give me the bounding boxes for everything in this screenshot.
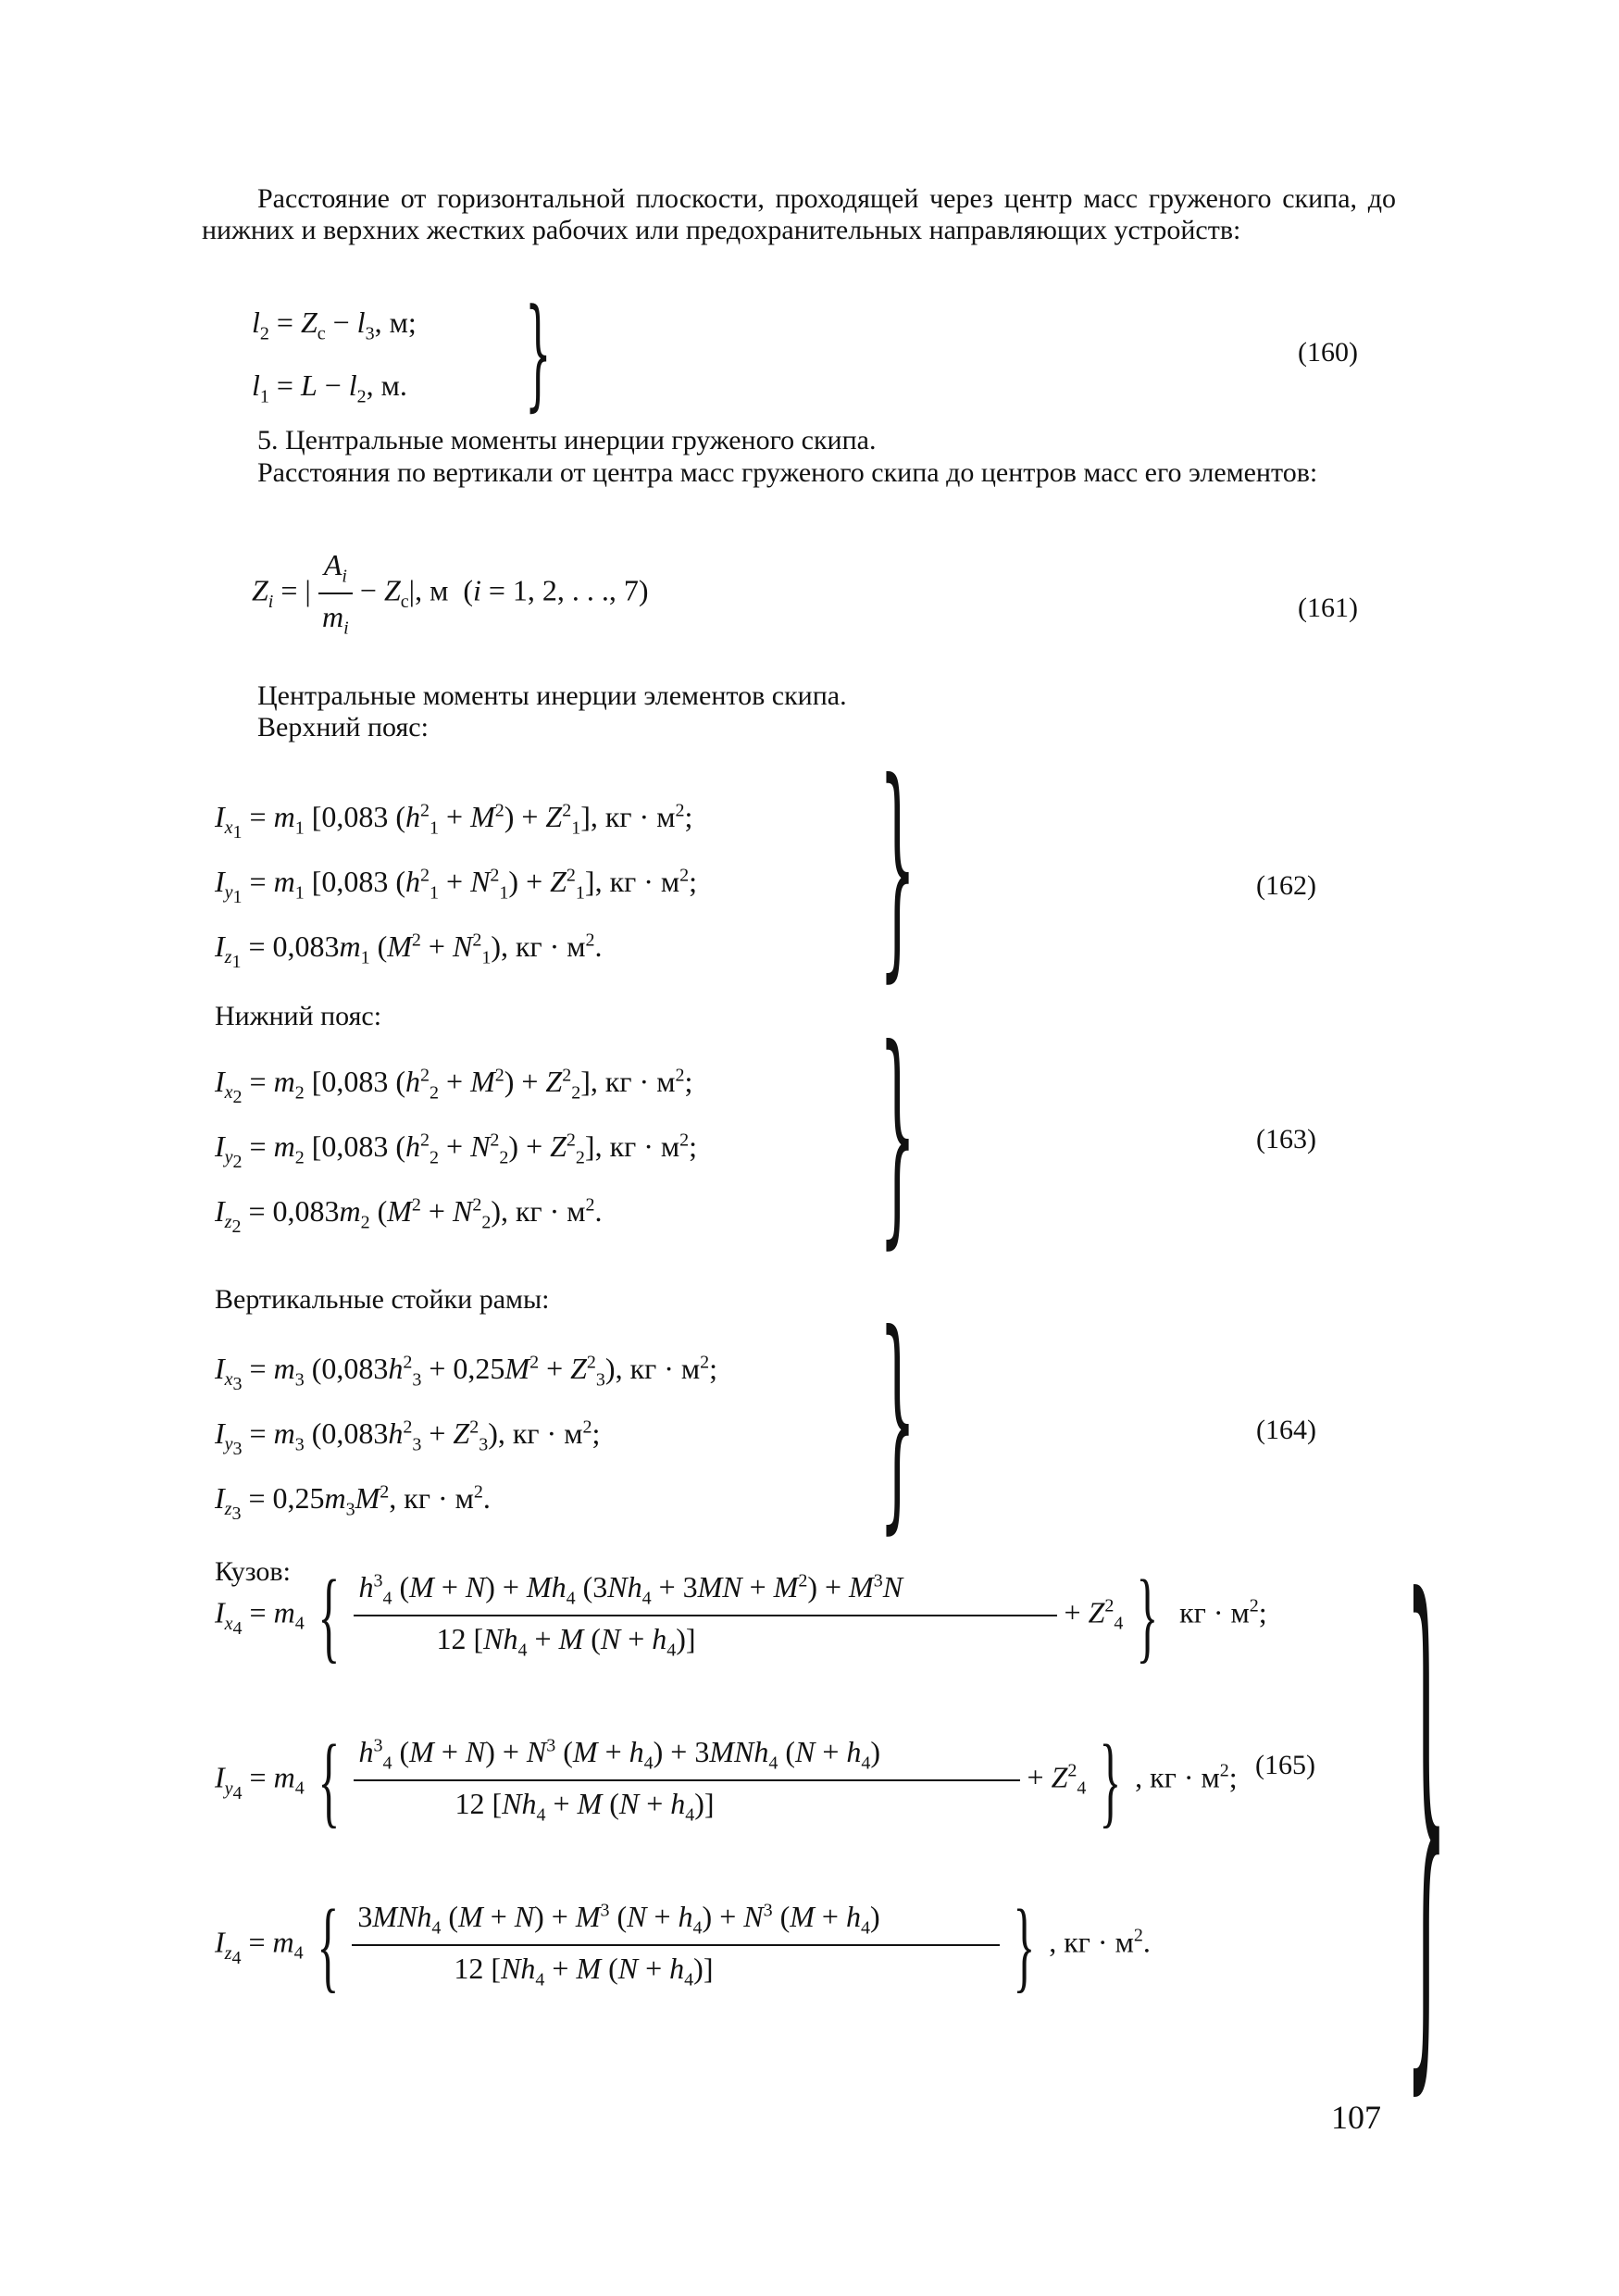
equation-number-160: (160) xyxy=(1298,337,1358,368)
equation-number-162: (162) xyxy=(1256,870,1316,901)
label-body: Кузов: xyxy=(215,1556,291,1587)
equation-162-line3: $I_{z_1} = 0,083m_1$ $(M^2 + N^2_1)$, кг · $м^2$. xyxy=(215,930,603,973)
equation-163-line3: $I_{z_2} = 0,083m_2$ $(M^2 + N^2_2)$, кг · $м^2$. xyxy=(215,1194,603,1238)
label-bottom-belt: Нижний пояс: xyxy=(215,1001,382,1031)
equation-number-163: (163) xyxy=(1256,1124,1316,1154)
fraction: $\frac{A_i}{m_i}$ xyxy=(318,548,353,640)
equation-165-line3: $I_{z_4} = m_4$ { $\frac{3MNh_4 (M + N) + M^3 (N + h_4) + N^3 (M + h_4)}{12 [Nh_4 + M (N + h_4)]}$ } , кг · $м^2$. xyxy=(215,1889,1151,2002)
equation-number-165: (165) xyxy=(1255,1750,1315,1780)
left-curly: { xyxy=(317,1889,339,2002)
equation-165-line1: $I_{x_4} = m_4$ { $\frac{h^3_4 (M + N) + Mh_4 (3Nh_4 + 3MN + M^2) + M^3N}{12 [Nh_4 + M (N + h_4)]}$ + $Z^2_4$ } кг · $м^2$; xyxy=(215,1559,1267,1672)
equation-162-line2: $I_{y_1} = m_1$ [0,083 $(h^2_1 + N^2_1) + Z^2_1$], кг · $м^2$; xyxy=(215,865,698,908)
right-curly: } xyxy=(1136,1559,1159,1672)
paragraph-central-moments: Центральные моменты инерции элементов скипа. xyxy=(257,680,847,711)
equation-160-line1: $l_2 = Z_c - l_3$, м; xyxy=(252,306,417,344)
label-frame-posts: Вертикальные стойки рамы: xyxy=(215,1284,550,1315)
equation-161: $Z_i$ = | $\frac{A_i}{m_i}$ − $Z_c|$, м (i = 1, 2, . . ., 7) xyxy=(252,548,649,639)
right-brace-160: } xyxy=(524,282,552,423)
fraction: $\frac{h^3_4 (M + N) + Mh_4 (3Nh_4 + 3MN + M^2) + M^3N}{12 [Nh_4 + M (N + h_4)]}$ xyxy=(354,1570,1057,1662)
fraction: $\frac{3MNh_4 (M + N) + M^3 (N + h_4) + N^3 (M + h_4)}{12 [Nh_4 + M (N + h_4)]}$ xyxy=(352,1900,1000,1991)
left-curly: { xyxy=(318,1724,340,1837)
equation-160-line2: $l_1 = L - l_2$, м. xyxy=(252,368,407,407)
equation-163-line2: $I_{y_2} = m_2$ [0,083 $(h^2_2 + N^2_2) + Z^2_2$], кг · $м^2$; xyxy=(215,1129,698,1173)
equation-162-line1: $I_{x_1} = m_1$ [0,083 $(h^2_1 + M^2) + Z^2_1$], кг · $м^2$; xyxy=(215,800,693,843)
fraction: $\frac{h^3_4 (M + N) + N^3 (M + h_4) + 3MNh_4 (N + h_4)}{12 [Nh_4 + M (N + h_4)]}$ xyxy=(354,1735,1020,1827)
equation-number-164: (164) xyxy=(1256,1415,1316,1445)
left-curly: { xyxy=(318,1559,340,1672)
equation-165-line2: $I_{y_4} = m_4$ { $\frac{h^3_4 (M + N) + N^3 (M + h_4) + 3MNh_4 (N + h_4)}{12 [Nh_4 + M (N + h_4)]}$ + $Z^2_4$ } , кг · $м^2$; xyxy=(215,1724,1238,1837)
right-brace-165: } xyxy=(1404,1491,1448,2138)
equation-163-line1: $I_{x_2} = m_2$ [0,083 $(h^2_2 + M^2) + Z^2_2$], кг · $м^2$; xyxy=(215,1065,693,1108)
equation-164-line3: $I_{z_3} = 0,25m_3M^2$, кг · $м^2$. xyxy=(215,1481,491,1525)
right-brace-164: } xyxy=(878,1284,916,1554)
paragraph-text: Расстояние от горизонтальной плоскости, проходящей через центр масс груженого скипа, до нижних и верхних жестких рабочих или предохранительных направляющих устройств: xyxy=(202,183,1396,245)
right-brace-162: } xyxy=(878,732,916,1002)
right-brace-163: } xyxy=(878,999,916,1268)
equation-number-161: (161) xyxy=(1298,593,1358,623)
paragraph-text: Расстояния по вертикали от центра масс груженого скипа до центров масс его элементов: xyxy=(257,457,1318,488)
paragraph-distance-guides xyxy=(202,183,1396,246)
page-number: 107 xyxy=(1331,2099,1381,2136)
paragraph-vertical-distances xyxy=(202,457,1396,489)
equation-164-line2: $I_{y_3} = m_3$ $(0,083h^2_3 + Z^2_3)$, кг · $м^2$; xyxy=(215,1416,601,1460)
equation-164-line1: $I_{x_3} = m_3$ $(0,083h^2_3 + 0,25M^2 + Z^2_3)$, кг · $м^2$; xyxy=(215,1352,718,1395)
right-curly: } xyxy=(1099,1724,1122,1837)
section-heading-5: 5. Центральные моменты инерции груженого скипа. xyxy=(257,425,877,455)
label-top-belt: Верхний пояс: xyxy=(257,712,429,742)
right-curly: } xyxy=(1013,1889,1036,2002)
